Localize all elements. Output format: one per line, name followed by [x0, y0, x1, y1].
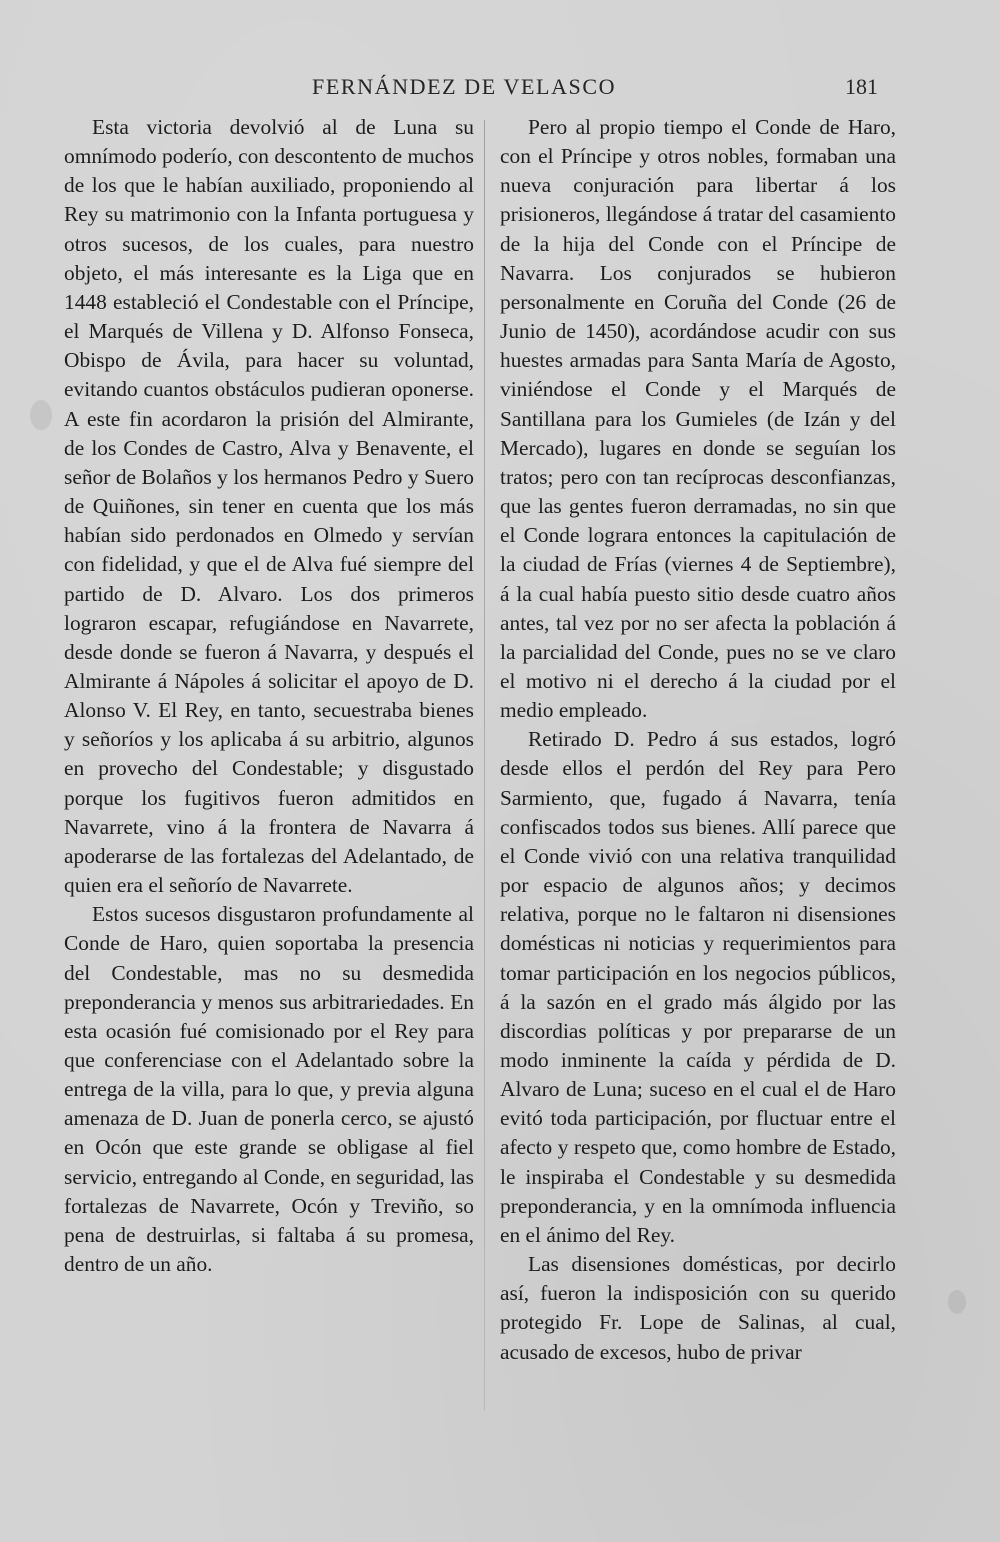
paragraph: Retirado D. Pedro á sus estados, logró desde ellos el perdón del Rey para Pero Sarmiento, que, fugado á Navarra, tenía confiscados todos sus bienes. Allí parece que el Conde vivió con una relativa tranquilidad por espacio de algunos años; y decimos relativa, porque no le faltaron ni disensiones domésticas ni noticias y requerimientos para tomar participación en los negocios públicos, á la sazón en el grado más álgido por las discordias políticas y por prepararse de un modo inminente la caída y pérdida de D. Alvaro de Luna; suceso en el cual el de Haro evitó toda participación, por fluctuar entre el afecto y respeto que, como hombre de Estado, le inspiraba el Condestable y su desmedida preponderancia, y en la omnímoda influencia en el ánimo del Rey.	[500, 727, 896, 1247]
page-number: 181	[845, 74, 878, 99]
paragraph: Estos sucesos disgustaron profundamente al Conde de Haro, quien soportaba la presencia del Condestable, mas no su desmedida preponderancia y menos sus arbitrariedades. En esta ocasión fué comisionado por el Rey para que conferenciase con el Adelantado sobre la entrega de la villa, para lo que, y previa alguna amenaza de D. Juan de ponerla cerco, se ajustó en Ocón que este grande se obligase al fiel servicio, entregando al Conde, en seguridad, las fortalezas de Navarrete, Ocón y Treviño, so pena de destruirlas, si faltaba á su promesa, dentro de un año.	[64, 902, 474, 1277]
paper-stain	[948, 1290, 966, 1314]
left-column	[64, 113, 474, 1279]
paper-stain	[30, 400, 52, 430]
paragraph: Pero al propio tiempo el Conde de Haro, con el Príncipe y otros nobles, formaban una nueva conjuración para libertar á los prisioneros, llegándose á tratar del casamiento de la hija del Conde con el Príncipe de Navarra. Los conjurados se hubieron personalmente en Coruña del Conde (26 de Junio de 1450), acordándose acudir con sus huestes armadas para Santa María de Agosto, viniéndose el Conde y el Marqués de Santillana para los Gumieles (de Izán y del Mercado), lugares en donde se seguían los tratos; pero con tan recíprocas desconfianzas, que las gentes fueron derramadas, no sin que el Conde lograra entonces la capitulación de la ciudad de Frías (viernes 4 de Septiembre), á la cual había puesto sitio desde cuatro años antes, tal vez por no ser afecta la población á la parcialidad del Conde, pues no se ve claro el motivo ni el derecho á la ciudad por el medio empleado.	[500, 115, 896, 723]
running-head	[0, 74, 1000, 106]
right-column	[500, 113, 896, 1367]
paragraph: Las disensiones domésticas, por decirlo así, fueron la indisposición con su querido protegido Fr. Lope de Salinas, al cual, acusado de excesos, hubo de privar	[500, 1252, 896, 1364]
running-title: FERNÁNDEZ DE VELASCO	[312, 74, 617, 99]
paragraph: Esta victoria devolvió al de Luna su omnímodo poderío, con descontento de muchos de los que le habían auxiliado, proponiendo al Rey su matrimonio con la Infanta portuguesa y otros sucesos, de los cuales, para nuestro objeto, el más interesante es la Liga que en 1448 estableció el Condestable con el Príncipe, el Marqués de Villena y D. Alfonso Fonseca, Obispo de Ávila, para hacer su voluntad, evitando cuantos obstáculos pudieran oponerse. A este fin acordaron la prisión del Almirante, de los Condes de Castro, Alva y Benavente, el señor de Bolaños y los hermanos Pedro y Suero de Quiñones, sin tener en cuenta que los más habían sido perdonados en Olmedo y servían con fidelidad, y que el de Alva fué siempre del partido de D. Alvaro. Los dos primeros lograron escapar, refugiándose en Navarrete, desde donde se fueron á Navarra, y después el Almirante á Nápoles á solicitar el apoyo de D. Alonso V. El Rey, en tanto, secuestraba bienes y señoríos y los aplicaba á su arbitrio, algunos en provecho del Condestable; y disgustado porque los fugitivos fueron admitidos en Navarrete, vino á la frontera de Navarra á apoderarse de las fortalezas del Adelantado, de quien era el señorío de Navarrete.	[64, 115, 474, 898]
column-divider	[484, 120, 485, 1410]
